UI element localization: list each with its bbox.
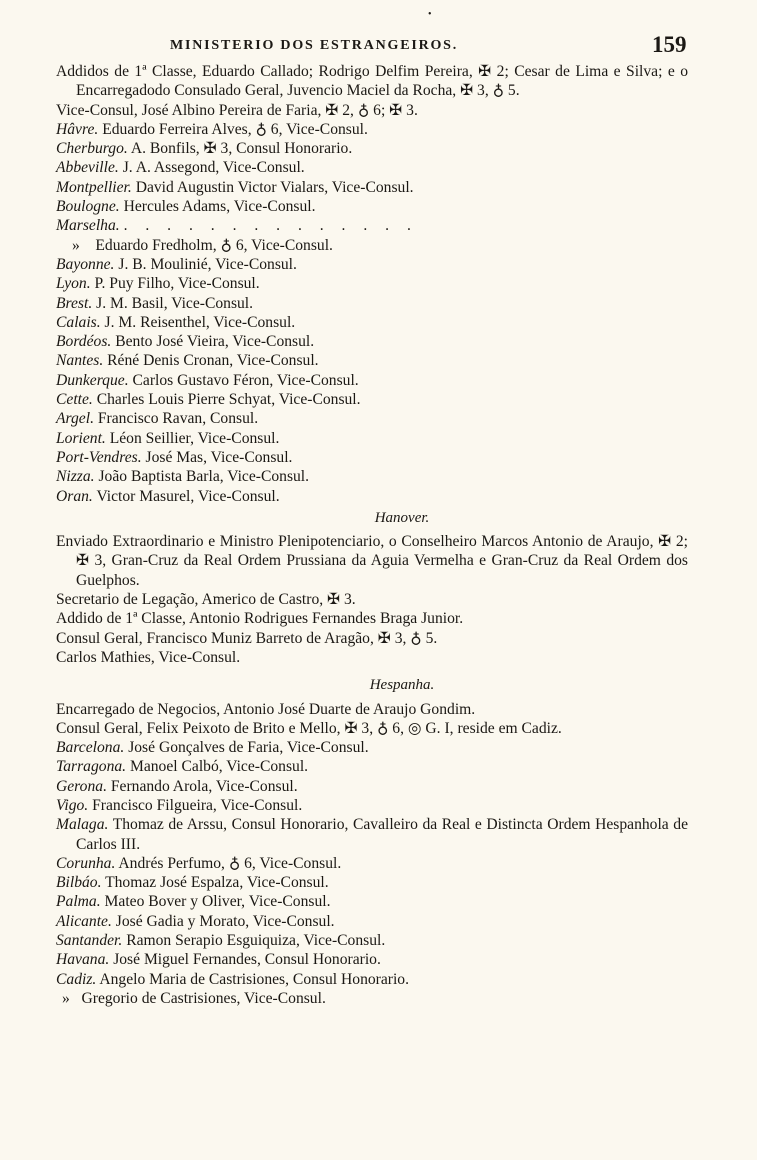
place-name: Bilbáo. bbox=[56, 874, 102, 892]
place-name: Calais. bbox=[56, 313, 101, 331]
entry-text: Eduardo Fredholm, ♁ 6, Vice-Consul. bbox=[95, 236, 333, 254]
entry-attaches: Addidos de 1ª Classe, Eduardo Callado; Rodrigo Delfim Pereira, ✠ 2; Cesar de Lima e Silva; e o Encarregadodo Consulado Geral, Juvencio Maciel da Rocha, ✠ 3, ♁ 5. bbox=[56, 63, 688, 100]
entry-text: Hercules Adams, Vice-Consul. bbox=[123, 198, 316, 216]
ditto-mark: » bbox=[62, 989, 70, 1007]
entry-text: Gregorio de Castrisiones, Vice-Consul. bbox=[81, 989, 326, 1007]
entry-brest bbox=[56, 294, 688, 313]
entry-boulogne bbox=[56, 197, 688, 216]
entry-text: Francisco Filgueira, Vice-Consul. bbox=[92, 796, 303, 814]
entry-vice-consul: Vice-Consul, José Albino Pereira de Faria, ✠ 2, ♁ 6; ✠ 3. bbox=[56, 101, 418, 119]
entry-lyon bbox=[56, 274, 688, 293]
entry-calais bbox=[56, 313, 688, 332]
entry-text: Angelo Maria de Castrisiones, Consul Honorario. bbox=[99, 970, 410, 988]
entry-tarragona bbox=[56, 757, 688, 776]
leader-dots: . . . . . . . . . . . . . . bbox=[123, 217, 418, 235]
place-name: Boulogne. bbox=[56, 198, 120, 216]
entry-consul-general: Consul Geral, Felix Peixoto de Brito e Mello, ✠ 3, ♁ 6, ◎ G. I, reside em Cadiz. bbox=[56, 719, 562, 737]
entry-consul-general: Consul Geral, Francisco Muniz Barreto de Aragão, ✠ 3, ♁ 5. bbox=[56, 629, 438, 647]
entry-text: Bento José Vieira, Vice-Consul. bbox=[115, 333, 315, 351]
page-number: 159 bbox=[652, 32, 687, 57]
entry-marselha-vice-consul bbox=[56, 236, 688, 255]
entry-text: Francisco Ravan, Consul. bbox=[97, 410, 259, 428]
entry-text: Victor Masurel, Vice-Consul. bbox=[96, 487, 280, 505]
page-header bbox=[0, 32, 757, 62]
section-heading-hanover: Hanover. bbox=[374, 509, 430, 526]
place-name: Alicante. bbox=[56, 912, 112, 930]
place-name: Oran. bbox=[56, 487, 93, 505]
entry-cherburgo bbox=[56, 139, 688, 158]
place-name: Bordéos. bbox=[56, 333, 112, 351]
entry-text: Fernando Arola, Vice-Consul. bbox=[110, 777, 298, 795]
place-name: Bayonne. bbox=[56, 255, 115, 273]
place-name: Malaga. bbox=[56, 816, 109, 834]
place-name: Montpellier. bbox=[56, 178, 132, 196]
entry-text: Eduardo Ferreira Alves, ♁ 6, Vice-Consul. bbox=[102, 120, 368, 138]
entry-barcelona bbox=[56, 738, 688, 757]
entry-text: David Augustin Victor Vialars, Vice-Consul. bbox=[135, 178, 414, 196]
entry-cette bbox=[56, 390, 688, 409]
entry-text: João Baptista Barla, Vice-Consul. bbox=[98, 468, 310, 486]
place-name: Brest. bbox=[56, 294, 93, 312]
entry-text: Ramon Serapio Esguiquiza, Vice-Consul. bbox=[126, 932, 386, 950]
entry-text: Réné Denis Cronan, Vice-Consul. bbox=[107, 352, 319, 370]
entry-text: Léon Seillier, Vice-Consul. bbox=[109, 429, 280, 447]
entry-malaga bbox=[56, 815, 688, 854]
section-heading-spain: Hespanha. bbox=[369, 677, 435, 694]
entry-text: Thomaz de Arssu, Consul Honorario, Cavalleiro da Real e Distincta Ordem Hespanhola de Carlos III. bbox=[76, 816, 688, 853]
place-name: Santander. bbox=[56, 932, 123, 950]
entry-montpellier bbox=[56, 178, 688, 197]
place-name: Gerona. bbox=[56, 777, 107, 795]
place-name: Cherburgo. bbox=[56, 140, 128, 158]
place-name: Corunha. bbox=[56, 854, 116, 872]
entry-text: José Mas, Vice-Consul. bbox=[145, 448, 293, 466]
entry-bayonne bbox=[56, 255, 688, 274]
ditto-mark: » bbox=[72, 236, 80, 254]
entry-text: Andrés Perfumo, ♁ 6, Vice-Consul. bbox=[118, 854, 342, 872]
entry-nizza bbox=[56, 467, 688, 486]
entry-alicante bbox=[56, 912, 688, 931]
running-title: MINISTERIO DOS ESTRANGEIROS. bbox=[170, 38, 459, 53]
entry-port-vendres bbox=[56, 448, 688, 467]
place-name: Tarragona. bbox=[56, 758, 127, 776]
entry-attache: Addido de 1ª Classe, Antonio Rodrigues Fernandes Braga Junior. bbox=[56, 610, 464, 628]
entry-text: J. B. Moulinié, Vice-Consul. bbox=[118, 255, 297, 273]
printer-mark: • bbox=[428, 9, 432, 20]
entry-text: José Miguel Fernandes, Consul Honorario. bbox=[113, 951, 381, 969]
entry-text: A. Bonfils, ✠ 3, Consul Honorario. bbox=[130, 140, 353, 158]
entry-lorient bbox=[56, 429, 688, 448]
entry-marselha bbox=[56, 216, 688, 235]
entry-envoy: Enviado Extraordinario e Ministro Plenipotenciario, o Conselheiro Marcos Antonio de Araujo, ✠ 2; ✠ 3, Gran-Cruz da Real Ordem Prussiana da Aguia Vermelha e Gran-Cruz da Real Ordem dos Guelphos. bbox=[56, 533, 688, 589]
place-name: Marselha. bbox=[56, 217, 120, 235]
entry-bilbao bbox=[56, 873, 688, 892]
entry-havre bbox=[56, 120, 688, 139]
entry-santander bbox=[56, 931, 688, 950]
entry-vigo bbox=[56, 796, 688, 815]
entry-text: Mateo Bover y Oliver, Vice-Consul. bbox=[104, 893, 331, 911]
entry-palma bbox=[56, 892, 688, 911]
entry-bordeos bbox=[56, 332, 688, 351]
entry-text: José Gadia y Morato, Vice-Consul. bbox=[115, 912, 335, 930]
place-name: Hâvre. bbox=[56, 120, 99, 138]
place-name: Cette. bbox=[56, 391, 93, 409]
entry-text: P. Puy Filho, Vice-Consul. bbox=[94, 275, 260, 293]
entry-abbeville bbox=[56, 158, 688, 177]
page-body bbox=[56, 62, 688, 1008]
place-name: Nantes. bbox=[56, 352, 104, 370]
entry-text: Carlos Gustavo Féron, Vice-Consul. bbox=[132, 371, 359, 389]
entry-text: J. A. Assegond, Vice-Consul. bbox=[122, 159, 305, 177]
entry-text: Thomaz José Espalza, Vice-Consul. bbox=[105, 874, 329, 892]
entry-oran bbox=[56, 487, 688, 506]
entry-text: José Gonçalves de Faria, Vice-Consul. bbox=[128, 739, 369, 757]
entry-vice-consul: Carlos Mathies, Vice-Consul. bbox=[56, 648, 241, 666]
place-name: Lorient. bbox=[56, 429, 106, 447]
entry-cadiz bbox=[56, 970, 688, 989]
entry-gerona bbox=[56, 777, 688, 796]
place-name: Vigo. bbox=[56, 796, 89, 814]
entry-text: J. M. Basil, Vice-Consul. bbox=[96, 294, 254, 312]
place-name: Cadiz. bbox=[56, 970, 97, 988]
entry-nantes bbox=[56, 351, 688, 370]
place-name: Barcelona. bbox=[56, 739, 125, 757]
entry-cadiz-vice-consul bbox=[56, 989, 688, 1008]
entry-text: Charles Louis Pierre Schyat, Vice-Consul. bbox=[96, 391, 361, 409]
entry-text: J. M. Reisenthel, Vice-Consul. bbox=[104, 313, 296, 331]
entry-dunkerque bbox=[56, 371, 688, 390]
entry-corunha bbox=[56, 854, 688, 873]
entry-havana bbox=[56, 950, 688, 969]
place-name: Havana. bbox=[56, 951, 110, 969]
place-name: Abbeville. bbox=[56, 159, 119, 177]
place-name: Lyon. bbox=[56, 275, 91, 293]
entry-argel bbox=[56, 409, 688, 428]
place-name: Palma. bbox=[56, 893, 101, 911]
place-name: Port-Vendres. bbox=[56, 448, 142, 466]
entry-text: Manoel Calbó, Vice-Consul. bbox=[129, 758, 309, 776]
place-name: Nizza. bbox=[56, 468, 95, 486]
entry-secretary: Secretario de Legação, Americo de Castro, ✠ 3. bbox=[56, 591, 356, 609]
place-name: Argel. bbox=[56, 410, 94, 428]
entry-charge-affaires: Encarregado de Negocios, Antonio José Duarte de Araujo Gondim. bbox=[56, 700, 476, 718]
place-name: Dunkerque. bbox=[56, 371, 129, 389]
